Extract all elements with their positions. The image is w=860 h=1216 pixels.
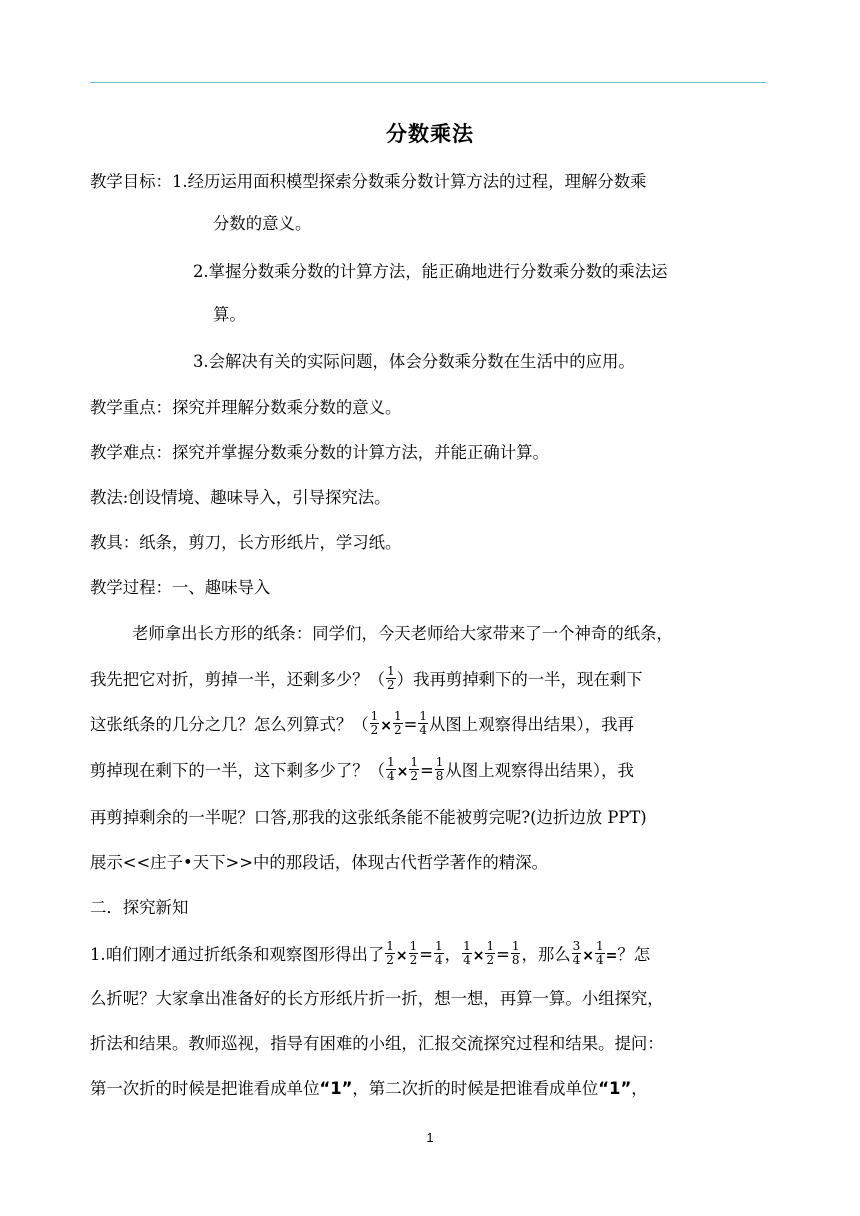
page-number: 1 <box>426 1130 434 1145</box>
equals-sign: = <box>605 948 618 964</box>
times-sign: × <box>395 948 408 964</box>
numerator: 1 <box>419 709 428 723</box>
fraction <box>595 940 605 967</box>
denominator: 2 <box>410 769 419 783</box>
teaching-focus: 教学重点：探究并理解分数乘分数的意义。 <box>90 398 402 417</box>
teaching-method: 教法:创设情境、趣味导入，引导探究法。 <box>90 488 391 507</box>
para1-line-a: 老师拿出长方形的纸条：同学们，今天老师给大家带来了一个神奇的纸条， <box>132 624 673 643</box>
numerator: 1 <box>394 709 402 723</box>
denominator: 8 <box>435 769 444 783</box>
objective-2-continued: 算。 <box>213 305 246 324</box>
denominator: 4 <box>572 953 581 967</box>
times-sign: × <box>472 948 485 964</box>
header-rule <box>90 82 766 83</box>
denominator: 4 <box>463 953 471 967</box>
numerator: 1 <box>463 939 471 953</box>
numerator: 1 <box>387 755 395 769</box>
fraction <box>485 940 495 967</box>
numerator: 1 <box>435 755 444 769</box>
para2-line-a <box>90 939 651 967</box>
numerator: 1 <box>511 939 520 953</box>
para2-text: ，那么 <box>521 945 571 964</box>
equals-sign: = <box>496 945 510 964</box>
equals-sign: = <box>420 761 434 780</box>
numerator: 1 <box>596 939 604 953</box>
para2-line-d <box>90 1077 648 1101</box>
para1-text: 从图上观察得出结果），我 <box>445 761 634 780</box>
fraction <box>418 710 428 737</box>
para1-line-b <box>90 664 643 692</box>
para1-text: ）我再剪掉剩下的一半，现在剩下 <box>396 670 643 689</box>
fraction <box>462 940 472 967</box>
times-sign: × <box>396 764 409 780</box>
times-sign: × <box>380 718 393 734</box>
denominator: 4 <box>419 723 428 737</box>
denominator: 4 <box>435 953 443 967</box>
para1-text: 剪掉现在剩下的一半，这下剩多少了？（ <box>90 761 386 780</box>
fraction <box>409 756 419 783</box>
para2-text: ，第二次折的时候是把谁看成单位 <box>352 1079 599 1098</box>
para1-line-f: 展示<<庄子•天下>>中的那段话，体现古代哲学著作的精深。 <box>90 853 548 872</box>
fraction <box>434 940 444 967</box>
fraction <box>511 940 521 967</box>
denominator: 4 <box>596 953 604 967</box>
para1-text: 我先把它对折，剪掉一半，还剩多少？（ <box>90 670 386 689</box>
para1-line-e: 再剪掉剩余的一半呢？口答,那我的这张纸条能不能被剪完呢?(边折边放 PPT) <box>90 808 647 827</box>
unit-one: “1” <box>319 1079 353 1098</box>
teaching-difficulty: 教学难点：探究并掌握分数乘分数的计算方法，并能正确计算。 <box>90 443 549 462</box>
equals-sign: = <box>419 945 434 964</box>
fraction <box>386 665 396 692</box>
para1-text: 从图上观察得出结果），我再 <box>429 715 634 734</box>
denominator: 4 <box>387 769 395 783</box>
teaching-process: 教学过程：一、趣味导入 <box>90 578 271 597</box>
equals-sign: = <box>403 715 418 734</box>
para2-text: ？怎 <box>617 945 651 964</box>
denominator: 2 <box>386 953 394 967</box>
objectives-label: 教学目标： <box>90 172 172 191</box>
fraction <box>572 940 582 967</box>
denominator: 2 <box>387 678 395 692</box>
fraction <box>370 710 380 737</box>
para2-text: 1.咱们刚才通过折纸条和观察图形得出了 <box>90 945 385 964</box>
denominator: 2 <box>486 953 495 967</box>
page-title: 分数乘法 <box>386 122 474 146</box>
fraction <box>386 756 396 783</box>
fraction <box>435 756 445 783</box>
denominator: 2 <box>409 953 418 967</box>
objective-3: 3.会解决有关的实际问题，体会分数乘分数在生活中的应用。 <box>193 352 635 371</box>
numerator: 1 <box>409 939 418 953</box>
objective-1: 1.经历运用面积模型探索分数乘分数计算方法的过程，理解分数乘 <box>171 172 647 191</box>
teaching-tools: 教具：纸条，剪刀，长方形纸片，学习纸。 <box>90 533 402 552</box>
para2-line-c: 折法和结果。教师巡视，指导有困难的小组，汇报交流探究过程和结果。提问： <box>90 1034 664 1053</box>
para2-text: ， <box>444 945 462 964</box>
numerator: 1 <box>410 755 419 769</box>
section-2-heading: 二．探究新知 <box>90 898 189 917</box>
para1-line-d <box>90 755 634 783</box>
denominator: 8 <box>511 953 520 967</box>
objectives-line-1 <box>90 170 647 194</box>
numerator: 1 <box>435 939 443 953</box>
numerator: 1 <box>386 939 394 953</box>
numerator: 1 <box>486 939 495 953</box>
para1-text: 这张纸条的几分之几？怎么列算式？（ <box>90 715 369 734</box>
para2-text: ， <box>631 1079 648 1098</box>
fraction <box>409 940 419 967</box>
fraction <box>393 710 403 737</box>
numerator: 3 <box>572 939 581 953</box>
fraction <box>385 940 395 967</box>
numerator: 1 <box>387 664 395 678</box>
para1-line-c <box>90 709 634 737</box>
objective-1-continued: 分数的意义。 <box>213 214 312 233</box>
para2-text: 第一次折的时候是把谁看成单位 <box>90 1079 320 1098</box>
numerator: 1 <box>370 709 379 723</box>
unit-one: “1” <box>598 1079 632 1098</box>
para2-line-b: 么折呢？大家拿出准备好的长方形纸片折一折，想一想，再算一算。小组探究， <box>90 989 664 1008</box>
objective-2: 2.掌握分数乘分数的计算方法，能正确地进行分数乘分数的乘法运 <box>193 262 668 281</box>
times-sign: × <box>582 948 594 964</box>
denominator: 2 <box>394 723 402 737</box>
denominator: 2 <box>370 723 379 737</box>
